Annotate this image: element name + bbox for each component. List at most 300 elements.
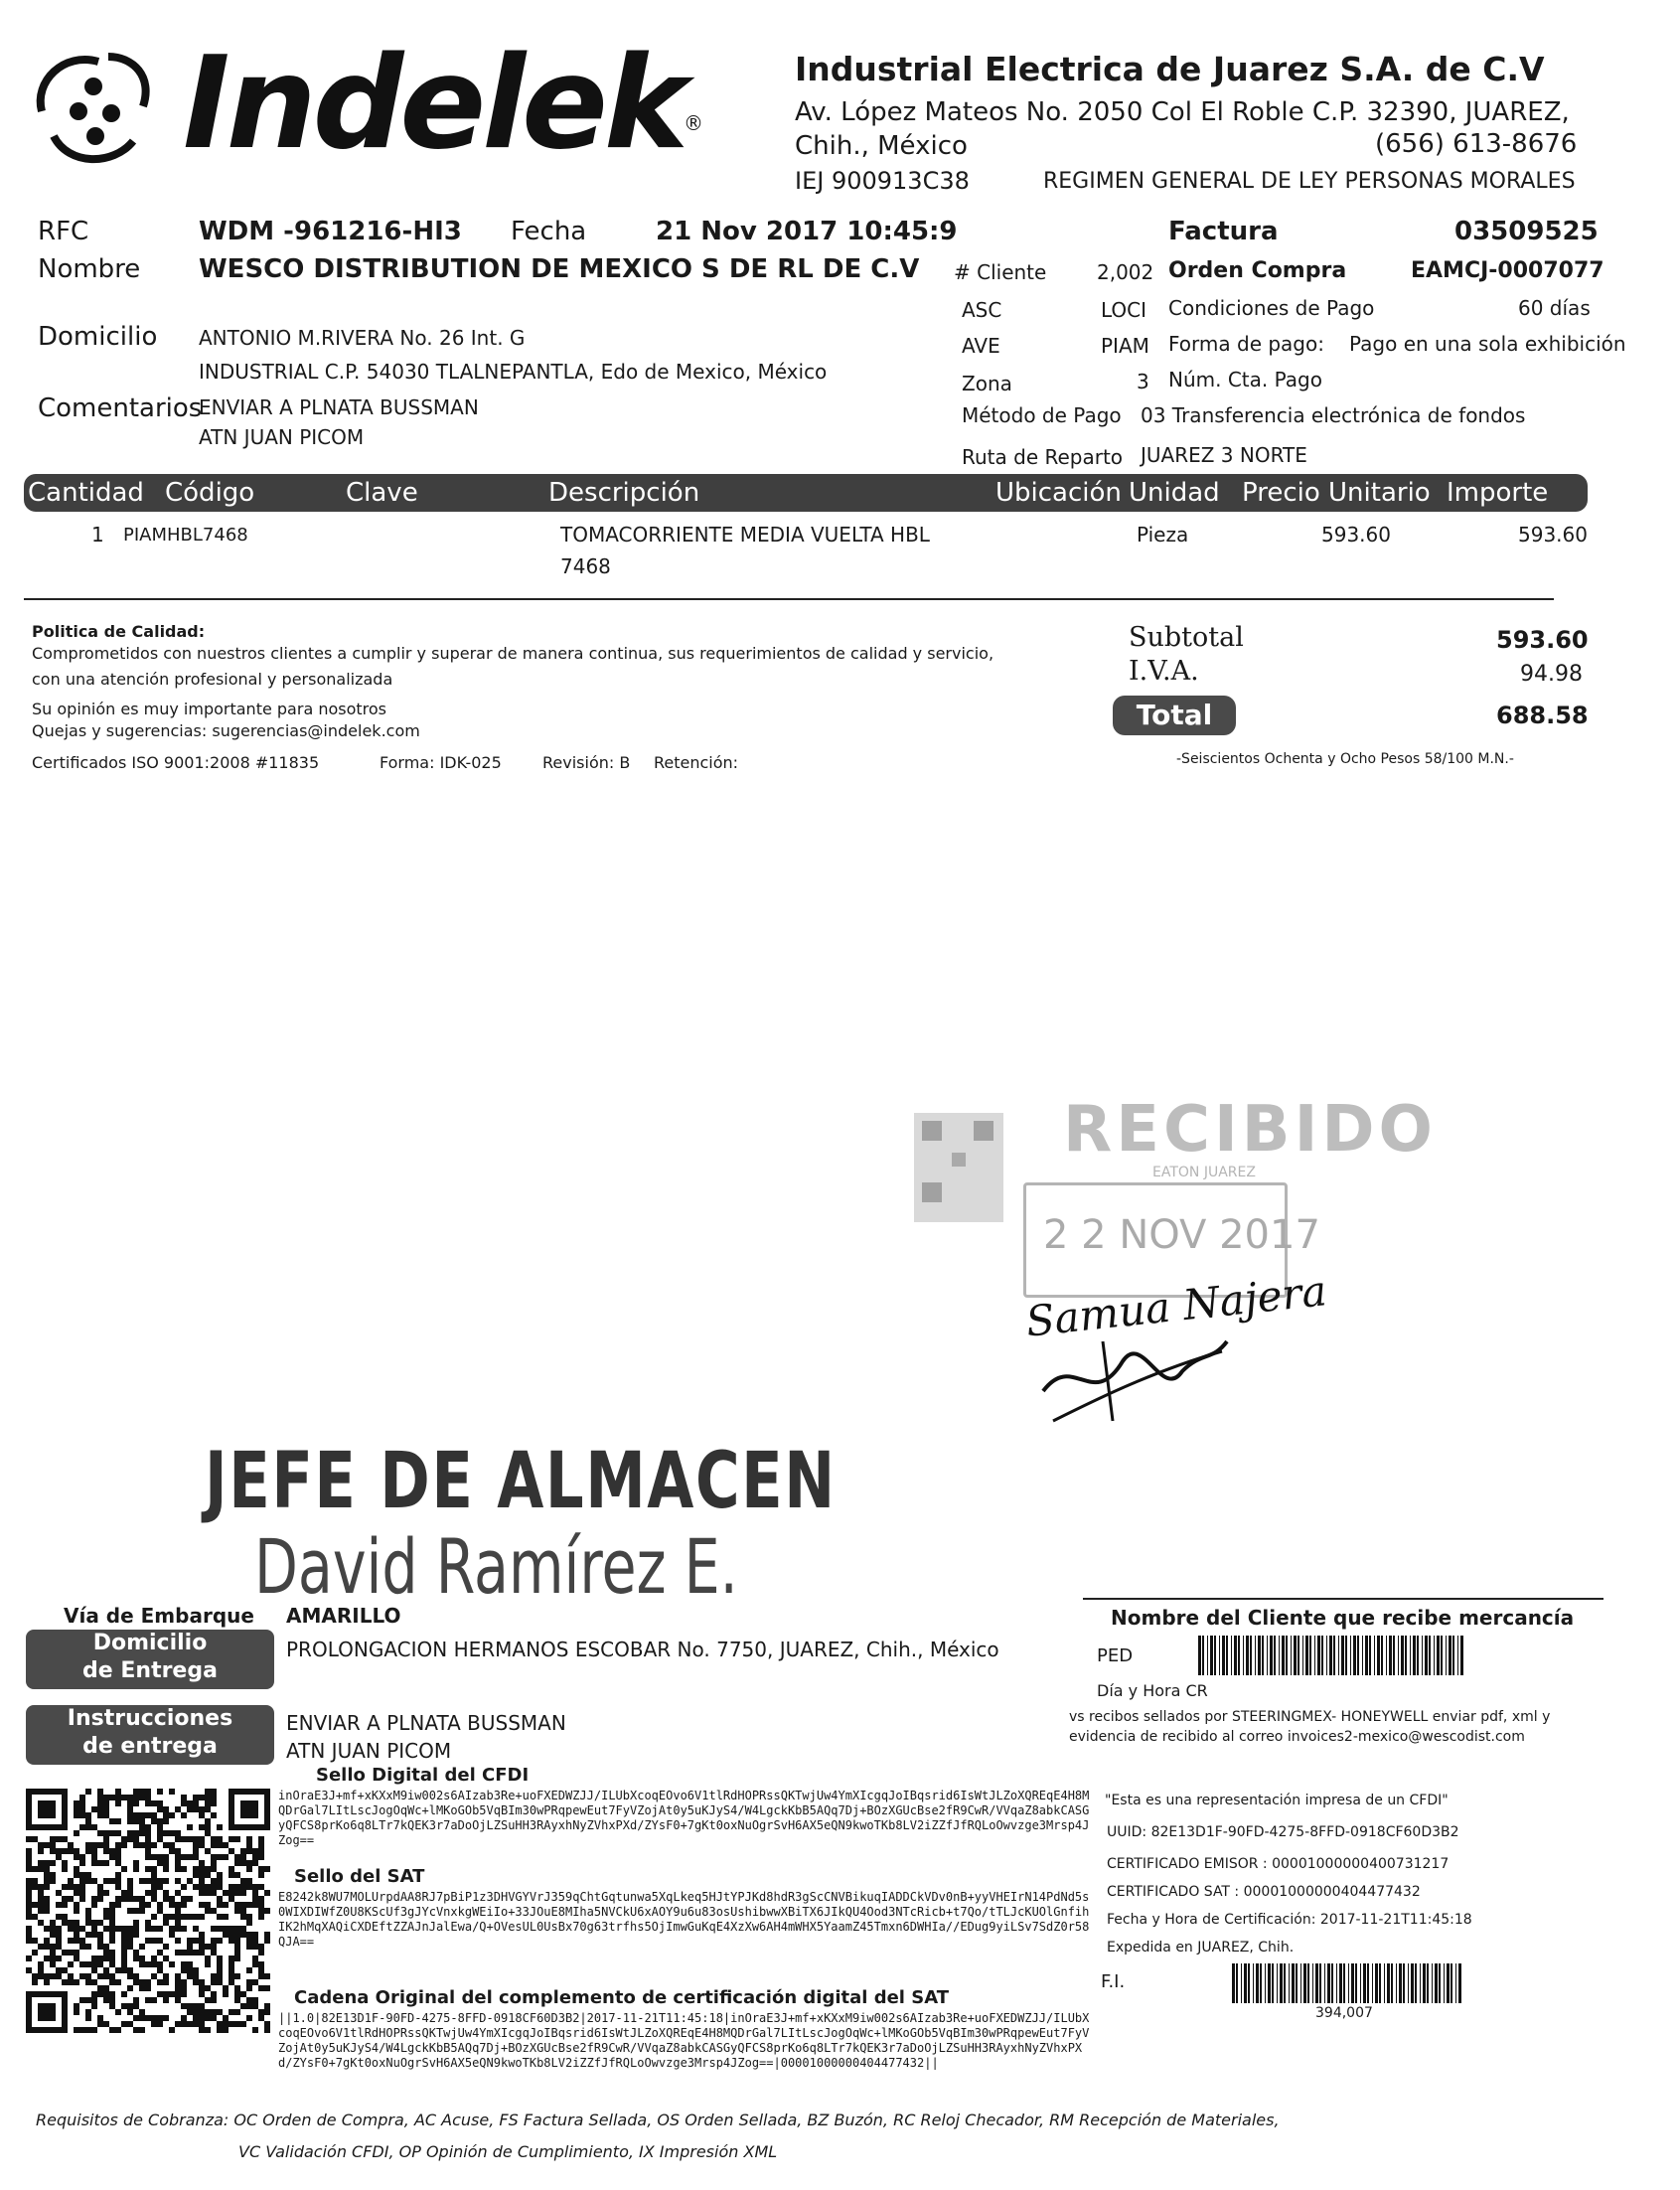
barcode-bar: [1236, 1963, 1238, 2003]
qr-module: [145, 1848, 151, 1854]
qr-module: [217, 1872, 223, 1878]
qr-module: [258, 1908, 264, 1914]
forma-code: Forma: IDK-025: [380, 753, 502, 772]
cert-sat: CERTIFICADO SAT : 00001000000404477432: [1107, 1884, 1421, 1900]
qr-module: [103, 1955, 109, 1961]
qr-module: [68, 1926, 74, 1932]
qr-module: [175, 1950, 181, 1955]
factura-label: Factura: [1168, 217, 1279, 246]
qr-module: [258, 2015, 264, 2021]
qr-module: [115, 1872, 121, 1878]
qr-module: [205, 1789, 211, 1795]
qr-module: [175, 1997, 181, 2003]
qr-module: [127, 1800, 133, 1806]
qr-module: [211, 1789, 217, 1795]
barcode-bar: [1315, 1963, 1318, 2003]
qr-module: [79, 1800, 85, 1806]
qr-module: [234, 1938, 240, 1944]
qr-module: [264, 1932, 270, 1938]
qr-module: [205, 1872, 211, 1878]
subtotal-label: Subtotal: [1129, 622, 1244, 653]
qr-module: [181, 1950, 187, 1955]
qr-module: [26, 1926, 32, 1932]
barcode-bar: [1214, 1636, 1216, 1675]
qr-module: [205, 1884, 211, 1890]
qr-module: [38, 1860, 44, 1866]
receiver-title: Nombre del Cliente que recibe mercancía: [1111, 1606, 1575, 1630]
qr-module: [229, 1866, 234, 1872]
qr-module: [139, 1878, 145, 1884]
qr-module: [151, 1842, 157, 1848]
qr-module: [157, 2015, 163, 2021]
qr-module: [79, 1824, 85, 1830]
qr-module: [50, 1860, 56, 1866]
qr-module: [187, 2003, 193, 2009]
qr-module: [133, 1836, 139, 1842]
qr-module: [97, 1944, 103, 1950]
ped-label: PED: [1097, 1645, 1134, 1666]
qr-module: [85, 1979, 91, 1985]
qr-module: [79, 1890, 85, 1896]
qr-module: [91, 1955, 97, 1961]
qr-module: [103, 1795, 109, 1800]
qr-module: [91, 1824, 97, 1830]
qr-module: [229, 1884, 234, 1890]
barcode-bar: [1449, 1636, 1451, 1675]
qr-module: [181, 1914, 187, 1920]
stamp-qr-icon: [914, 1113, 1003, 1222]
qr-module: [151, 1884, 157, 1890]
qr-module: [127, 2003, 133, 2009]
qr-module: [109, 1920, 115, 1926]
qr-module: [157, 1830, 163, 1836]
qr-module: [115, 1860, 121, 1866]
qr-module: [217, 1926, 223, 1932]
qr-module: [26, 1908, 32, 1914]
qr-module: [264, 1938, 270, 1944]
qr-module: [139, 2015, 145, 2021]
qr-module: [145, 1890, 151, 1896]
qr-module: [211, 1795, 217, 1800]
qr-module: [163, 1896, 169, 1902]
qr-module: [199, 2003, 205, 2009]
barcode-bar: [1326, 1636, 1327, 1675]
barcode-bar: [1457, 1636, 1458, 1675]
qr-module: [199, 2015, 205, 2021]
qr-module: [74, 1866, 79, 1872]
qr-finder: [38, 1800, 56, 1818]
nombre-label: Nombre: [38, 254, 141, 284]
qr-module: [246, 1878, 252, 1884]
qr-module: [85, 1842, 91, 1848]
qr-module: [133, 2027, 139, 2033]
qr-module: [79, 1806, 85, 1812]
qr-module: [187, 1914, 193, 1920]
qr-module: [205, 2009, 211, 2015]
barcode-bar: [1447, 1963, 1450, 2003]
qr-module: [217, 1955, 223, 1961]
qr-module: [91, 1979, 97, 1985]
fecha-label: Fecha: [511, 217, 587, 246]
qr-module: [145, 1997, 151, 2003]
qr-module: [74, 1908, 79, 1914]
cliente-label: # Cliente: [954, 260, 1047, 284]
qr-module: [151, 1872, 157, 1878]
barcode-bar: [1303, 1963, 1306, 2003]
qr-module: [85, 1997, 91, 2003]
qr-module: [205, 1824, 211, 1830]
qr-module: [223, 1902, 229, 1908]
qr-module: [157, 1991, 163, 1997]
qr-module: [121, 1967, 127, 1973]
qr-module: [181, 1902, 187, 1908]
qr-module: [139, 1902, 145, 1908]
barcode-bar: [1253, 1963, 1254, 2003]
qr-module: [157, 1836, 163, 1842]
recibido-date: 2 2 NOV 2017: [1043, 1212, 1320, 1258]
qr-module: [199, 1836, 205, 1842]
qr-module: [169, 1961, 175, 1967]
qr-module: [44, 1926, 50, 1932]
qr-module: [175, 1902, 181, 1908]
qr-module: [97, 1842, 103, 1848]
qr-module: [115, 1926, 121, 1932]
qr-module: [62, 1902, 68, 1908]
qr-module: [85, 1848, 91, 1854]
qr-module: [32, 1979, 38, 1985]
barcode-bar: [1277, 1963, 1278, 2003]
qr-module: [44, 1872, 50, 1878]
qr-module: [62, 1914, 68, 1920]
qr-module: [157, 1902, 163, 1908]
qr-module: [38, 1896, 44, 1902]
qr-module: [145, 1824, 151, 1830]
qr-module: [32, 1914, 38, 1920]
qr-module: [163, 1997, 169, 2003]
qr-module: [44, 1884, 50, 1890]
qr-module: [56, 1914, 62, 1920]
qr-module: [229, 1890, 234, 1896]
qr-module: [26, 1848, 32, 1854]
qr-module: [109, 1950, 115, 1955]
qr-module: [91, 1967, 97, 1973]
qr-module: [217, 2027, 223, 2033]
qr-module: [258, 1944, 264, 1950]
qr-module: [68, 1973, 74, 1979]
qr-module: [234, 1944, 240, 1950]
qr-module: [246, 1938, 252, 1944]
qr-module: [26, 1878, 32, 1884]
qr-module: [181, 1866, 187, 1872]
qr-module: [79, 1938, 85, 1944]
qr-module: [32, 1973, 38, 1979]
qr-module: [133, 1979, 139, 1985]
qr-module: [56, 1932, 62, 1938]
barcode-bar: [1305, 1636, 1308, 1675]
table-bottom-rule: [24, 598, 1554, 600]
qr-module: [91, 2027, 97, 2033]
qr-module: [193, 1836, 199, 1842]
qr-module: [163, 1842, 169, 1848]
qr-module: [187, 1944, 193, 1950]
qr-module: [246, 2015, 252, 2021]
barcode-bar: [1403, 1963, 1405, 2003]
barcode-bar: [1408, 1963, 1409, 2003]
qr-module: [91, 1991, 97, 1997]
qr-module: [26, 1932, 32, 1938]
barcode-bar: [1336, 1963, 1337, 2003]
qr-module: [85, 2027, 91, 2033]
total-label: Total: [1113, 696, 1236, 735]
barcode-bar: [1250, 1636, 1252, 1675]
barcode-bar: [1339, 1963, 1342, 2003]
qr-module: [44, 1938, 50, 1944]
qr-module: [133, 1908, 139, 1914]
qr-module: [103, 1860, 109, 1866]
qr-module: [109, 1878, 115, 1884]
barcode-bar: [1231, 1636, 1232, 1675]
barcode-bar: [1327, 1963, 1330, 2003]
qr-module: [133, 2003, 139, 2009]
qr-module: [229, 1938, 234, 1944]
qr-module: [151, 1890, 157, 1896]
qr-module: [127, 1932, 133, 1938]
comentarios-label: Comentarios: [38, 393, 203, 423]
qr-module: [234, 1955, 240, 1961]
qr-module: [121, 1938, 127, 1944]
revision: Revisión: B: [542, 753, 631, 772]
qr-module: [38, 1842, 44, 1848]
qr-module: [175, 1866, 181, 1872]
qr-module: [26, 1938, 32, 1944]
qr-module: [79, 1896, 85, 1902]
qr-module: [234, 1950, 240, 1955]
barcode-bar: [1300, 1963, 1301, 2003]
qr-module: [229, 1896, 234, 1902]
qr-module: [91, 1902, 97, 1908]
qr-module: [121, 1866, 127, 1872]
qr-module: [115, 1795, 121, 1800]
qr-module: [91, 1961, 97, 1967]
qr-module: [193, 1973, 199, 1979]
barcode-bar: [1435, 1963, 1438, 2003]
qr-module: [139, 1944, 145, 1950]
qr-module: [258, 1836, 264, 1842]
qr-module: [133, 1812, 139, 1818]
qr-module: [157, 1800, 163, 1806]
qr-module: [199, 1890, 205, 1896]
qr-module: [246, 1884, 252, 1890]
col-clave: Clave: [346, 478, 418, 508]
barcode-bar: [1432, 1963, 1433, 2003]
qr-module: [97, 1938, 103, 1944]
ped-barcode: [1198, 1636, 1466, 1675]
qr-module: [79, 1926, 85, 1932]
qr-module: [234, 1890, 240, 1896]
qr-module: [133, 1830, 139, 1836]
qr-module: [151, 1866, 157, 1872]
barcode-bar: [1458, 1963, 1461, 2003]
qr-module: [97, 1890, 103, 1896]
barcode-bar: [1351, 1963, 1354, 2003]
qr-module: [193, 1884, 199, 1890]
qr-module: [109, 1979, 115, 1985]
qr-module: [85, 1818, 91, 1824]
fecha-value: 21 Nov 2017 10:45:9: [656, 217, 958, 246]
qr-module: [79, 1854, 85, 1860]
company-address-1: Av. López Mateos No. 2050 Col El Roble C.P. 32390, JUAREZ,: [795, 97, 1570, 127]
row-cantidad: 1: [91, 523, 104, 547]
qr-module: [240, 1884, 246, 1890]
qr-module: [121, 1836, 127, 1842]
policy-line-1: Comprometidos con nuestros clientes a cumplir y superar de manera continua, sus requerimientos de calidad y servicio,: [32, 644, 994, 663]
qr-module: [32, 1938, 38, 1944]
qr-module: [85, 1944, 91, 1950]
qr-module: [50, 1842, 56, 1848]
qr-module: [252, 1932, 258, 1938]
qr-module: [163, 2015, 169, 2021]
barcode-bar: [1324, 1963, 1325, 2003]
qr-module: [127, 1908, 133, 1914]
qr-module: [217, 1836, 223, 1842]
qr-module: [97, 2021, 103, 2027]
qr-module: [193, 2003, 199, 2009]
metodo-pago-value: 03 Transferencia electrónica de fondos: [1141, 403, 1526, 427]
qr-module: [199, 1902, 205, 1908]
qr-module: [187, 1878, 193, 1884]
qr-module: [103, 1997, 109, 2003]
policy-line-4: Quejas y sugerencias: sugerencias@indelek.com: [32, 721, 420, 740]
qr-module: [74, 1938, 79, 1944]
qr-module: [74, 1890, 79, 1896]
barcode-bar: [1350, 1636, 1351, 1675]
total-letra: -Seiscientos Ochenta y Ocho Pesos 58/100 M.N.-: [1176, 751, 1514, 767]
qr-module: [74, 1955, 79, 1961]
qr-module: [163, 1920, 169, 1926]
barcode-bar: [1289, 1963, 1290, 2003]
qr-module: [181, 2015, 187, 2021]
qr-module: [157, 1789, 163, 1795]
qr-module: [234, 2021, 240, 2027]
qr-module: [252, 1938, 258, 1944]
iva-value: 94.98: [1520, 662, 1583, 687]
qr-module: [74, 1926, 79, 1932]
barcode-bar: [1446, 1636, 1447, 1675]
qr-module: [151, 1854, 157, 1860]
qr-module: [109, 2027, 115, 2033]
domicilio-entrega-value: PROLONGACION HERMANOS ESCOBAR No. 7750, JUAREZ, Chih., México: [286, 1638, 999, 1661]
barcode-bar: [1222, 1636, 1225, 1675]
qr-module: [127, 1818, 133, 1824]
qr-module: [199, 1914, 205, 1920]
qr-module: [79, 1812, 85, 1818]
barcode-bar: [1307, 1963, 1309, 2003]
cadena-label: Cadena Original del complemento de certificación digital del SAT: [294, 1987, 950, 2008]
qr-module: [115, 1800, 121, 1806]
qr-module: [79, 1884, 85, 1890]
qr-module: [79, 1878, 85, 1884]
jefe-almacen-name: David Ramírez E.: [254, 1522, 738, 1611]
qr-module: [157, 1979, 163, 1985]
qr-module: [258, 1950, 264, 1955]
qr-module: [97, 1789, 103, 1795]
qr-module: [121, 1955, 127, 1961]
qr-module: [193, 1872, 199, 1878]
qr-module: [246, 2003, 252, 2009]
qr-module: [240, 1878, 246, 1884]
barcode-bar: [1398, 1636, 1399, 1675]
qr-module: [74, 1806, 79, 1812]
qr-module: [193, 2021, 199, 2027]
barcode-bar: [1234, 1636, 1237, 1675]
qr-module: [205, 1961, 211, 1967]
qr-module: [62, 1920, 68, 1926]
qr-module: [103, 1806, 109, 1812]
barcode-bar: [1296, 1963, 1298, 2003]
barcode-bar: [1434, 1636, 1435, 1675]
qr-module: [133, 1973, 139, 1979]
domicilio-entrega-pill-line-1: Domicilio: [92, 1631, 208, 1655]
qr-module: [145, 1866, 151, 1872]
qr-module: [163, 1866, 169, 1872]
qr-module: [258, 1848, 264, 1854]
qr-module: [217, 1979, 223, 1985]
qr-module: [44, 1896, 50, 1902]
qr-module: [157, 1860, 163, 1866]
qr-module: [246, 1997, 252, 2003]
qr-module: [211, 1991, 217, 1997]
qr-module: [91, 1806, 97, 1812]
qr-module: [175, 1854, 181, 1860]
qr-module: [181, 1926, 187, 1932]
barcode-bar: [1386, 1636, 1387, 1675]
col-ubicacion: Ubicación: [995, 478, 1122, 508]
qr-module: [50, 1836, 56, 1842]
qr-module: [258, 1842, 264, 1848]
qr-module: [139, 1812, 145, 1818]
qr-module: [115, 1830, 121, 1836]
qr-module: [205, 1944, 211, 1950]
qr-module: [103, 1842, 109, 1848]
qr-module: [223, 1985, 229, 1991]
qr-module: [103, 1926, 109, 1932]
retencion: Retención:: [654, 753, 739, 772]
qr-module: [193, 1950, 199, 1955]
qr-module: [193, 1806, 199, 1812]
qr-module: [169, 1926, 175, 1932]
barcode-bar: [1286, 1636, 1288, 1675]
qr-module: [240, 1860, 246, 1866]
barcode-bar: [1321, 1636, 1323, 1675]
qr-module: [169, 1842, 175, 1848]
qr-module: [264, 1866, 270, 1872]
qr-module: [139, 1818, 145, 1824]
qr-module: [229, 1932, 234, 1938]
qr-module: [109, 1795, 115, 1800]
qr-module: [181, 1812, 187, 1818]
nombre-value: WESCO DISTRIBUTION DE MEXICO S DE RL DE C.V: [199, 254, 920, 284]
qr-module: [157, 1878, 163, 1884]
qr-module: [229, 1961, 234, 1967]
qr-module: [187, 1961, 193, 1967]
qr-module: [205, 1997, 211, 2003]
qr-module: [103, 1878, 109, 1884]
qr-module: [38, 1884, 44, 1890]
qr-module: [109, 1926, 115, 1932]
qr-module: [127, 1926, 133, 1932]
qr-module: [133, 1920, 139, 1926]
qr-module: [240, 1854, 246, 1860]
